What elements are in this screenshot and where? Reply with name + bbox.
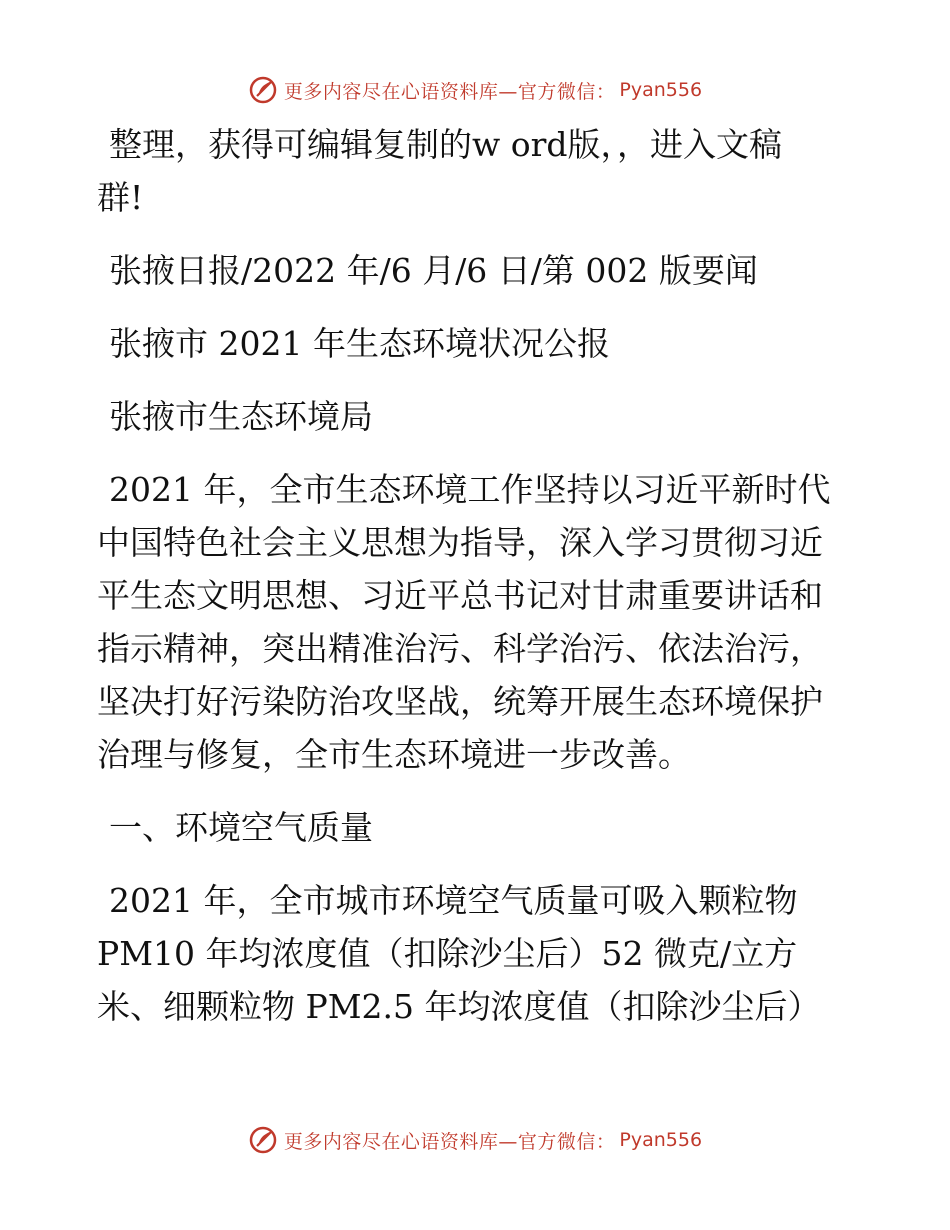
title-text: 张掖市 2021 年生态环境状况公报 <box>109 324 610 363</box>
watermark-wechat-id: Pyan556 <box>619 79 703 101</box>
document-body <box>97 118 857 1053</box>
author-line <box>97 390 857 443</box>
heading-text: 一、环境空气质量 <box>109 808 373 847</box>
watermark-text: 更多内容尽在心语资料库—官方微信： <box>283 80 616 103</box>
paragraph-1 <box>97 463 857 781</box>
paragraph-2 <box>97 874 857 1033</box>
paragraph-line: 平生态文明思想、习近平总书记对甘肃重要讲话和 <box>97 576 823 615</box>
intro-paragraph <box>97 118 857 224</box>
watermark-text: 更多内容尽在心语资料库—官方微信： <box>283 1130 616 1153</box>
paragraph-line: 2021 年，全市生态环境工作坚持以习近平新时代 <box>109 470 831 509</box>
quill-logo-icon <box>248 75 278 105</box>
intro-line: 群! <box>97 178 144 217</box>
source-line <box>97 244 857 297</box>
bottom-watermark <box>0 1120 950 1160</box>
top-watermark <box>0 70 950 110</box>
section-heading-1 <box>97 801 857 854</box>
intro-line: 整理，获得可编辑复制的w ord版，，进入文稿 <box>109 125 783 164</box>
paragraph-line: 指示精神，突出精准治污、科学治污、依法治污， <box>97 629 823 668</box>
watermark-wechat-id: Pyan556 <box>619 1129 703 1151</box>
quill-logo-icon <box>248 1125 278 1155</box>
paragraph-line: 2021 年，全市城市环境空气质量可吸入颗粒物 <box>109 881 798 920</box>
document-title <box>97 317 857 370</box>
paragraph-line: 中国特色社会主义思想为指导，深入学习贯彻习近 <box>97 523 823 562</box>
paragraph-line: 坚决打好污染防治攻坚战，统筹开展生态环境保护 <box>97 682 823 721</box>
author-text: 张掖市生态环境局 <box>109 397 373 436</box>
source-text: 张掖日报/2022 年/6 月/6 日/第 002 版要闻 <box>109 251 758 290</box>
paragraph-line: 治理与修复，全市生态环境进一步改善。 <box>97 735 691 774</box>
paragraph-line: 米、细颗粒物 PM2.5 年均浓度值（扣除沙尘后） <box>97 987 821 1026</box>
paragraph-line: PM10 年均浓度值（扣除沙尘后）52 微克/立方 <box>97 934 798 973</box>
